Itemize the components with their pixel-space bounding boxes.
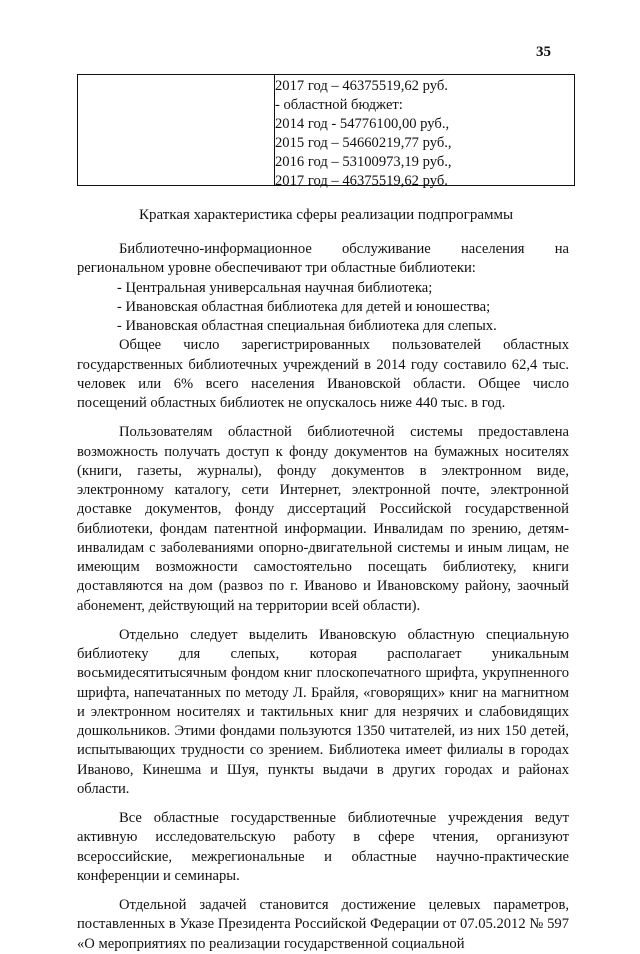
list-item: - Ивановская областная специальная библиотека для слепых. bbox=[117, 318, 497, 334]
section-title: Краткая характеристика сферы реализации подпрограммы bbox=[138, 207, 514, 223]
paragraph-users: Общее число зарегистрированных пользователей областных государственных библиотечных учреждений в 2014 году составило 62,4 тыс. человек или 6% всего населения Ивановской области. Общее число посещений областных библиотек не опускалось ниже 440 тыс. в год. bbox=[77, 337, 569, 411]
paragraph-targets: Отдельной задачей становится достижение целевых параметров, поставленных в Указе Президента Российской Федерации от 07.05.2012 № 597 «О мероприятиях по реализации государственной социальной bbox=[77, 897, 569, 952]
paragraph-special-library: Отдельно следует выделить Ивановскую областную специальную библиотеку для слепых, которая располагает уникальным восьмидесятитысячным фондом книг плоскопечатного шрифта, укрупненного шрифта, напечатанных по методу Л. Брайля, «говорящих» книг на магнитном и электронном носителях и тактильных книг для незрячих и слабовидящих дошкольников. Этими фондами пользуются 1350 читателей, из них 150 детей, испытывающих трудности со зрением. Библиотека имеет филиалы в городах Иваново, Кинешма и Шуя, пункты выдачи в других городах и районах области. bbox=[77, 626, 569, 797]
budget-table-values-cell bbox=[275, 77, 570, 191]
paragraph-access: Пользователям областной библиотечной системы предоставлена возможность получать доступ к фонду документов на бумажных носителях (книги, газеты, журналы), фонду документов в электронном виде, электронному каталогу, сети Интернет, электронной почте, электронной доставке документов, фонду диссертаций Российской государственной библиотеки, фондам патентной информации. Инвалидам по зрению, детям-инвалидам с заболеваниями опорно-двигательной системы и иным лицам, не имеющим возможности самостоятельно посещать библиотеку, книги доставляются на дом (развоз по г. Иваново и Ивановскому району, заочный абонемент, действующий на территории всей области). bbox=[77, 424, 569, 614]
budget-line: 2016 год – 53100973,19 руб., bbox=[275, 154, 452, 170]
paragraph-research: Все областные государственные библиотечные учреждения ведут активную исследовательскую работу в сфере чтения, организуют всероссийские, межрегиональные и областные научно-практические конференции и семинары. bbox=[77, 810, 569, 884]
budget-table-empty-cell bbox=[78, 75, 275, 185]
budget-line: - областной бюджет: bbox=[275, 97, 403, 113]
list-item: - Ивановская областная библиотека для детей и юношества; bbox=[117, 298, 491, 315]
paragraph-intro: Библиотечно-информационное обслуживание населения на региональном уровне обеспечивают три областные библиотеки: bbox=[77, 241, 569, 277]
budget-table bbox=[77, 74, 575, 189]
budget-line: 2017 год – 46375519,62 руб. bbox=[275, 78, 448, 94]
budget-line: 2014 год - 54776100,00 руб., bbox=[275, 116, 450, 132]
list-item: - Центральная универсальная научная библиотека; bbox=[117, 279, 433, 296]
body-text bbox=[77, 240, 569, 954]
budget-line: 2017 год – 46375519,62 руб. bbox=[275, 173, 448, 189]
page-number: 35 bbox=[536, 44, 551, 60]
budget-line: 2015 год – 54660219,77 руб., bbox=[275, 135, 452, 151]
